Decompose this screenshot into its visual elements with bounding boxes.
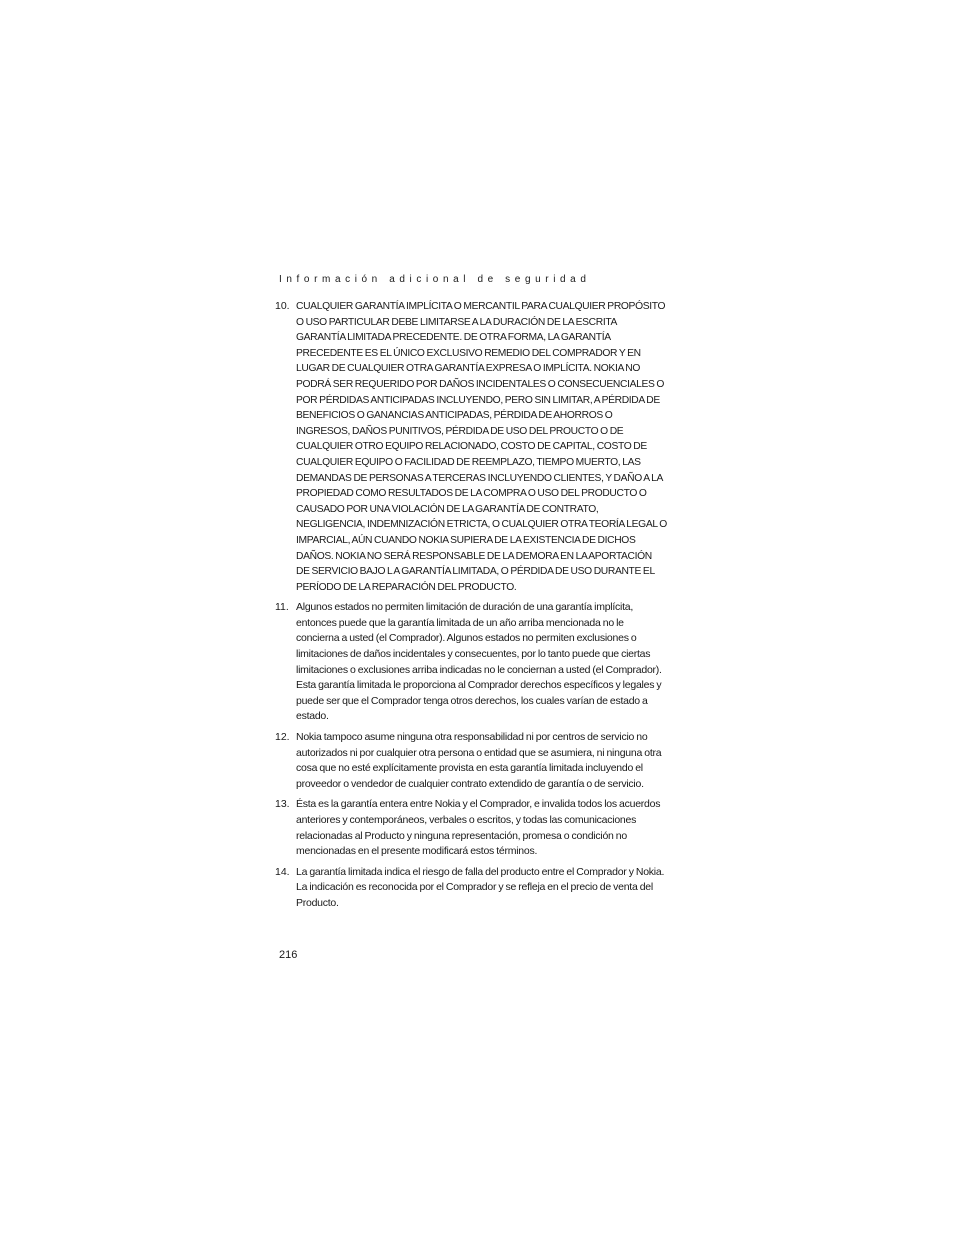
list-item: [275, 600, 667, 725]
item-text: Ésta es la garantía entera entre Nokia y el Comprador, e invalida todos los acuerdos anteriores y contemporáneos, verbales o escritos, y todas las comunicaciones relacionadas al Producto y ninguna representación, promesa o condición no mencionadas en el presente modificará estos términos.: [296, 798, 661, 858]
item-text: La garantía limitada indica el riesgo de falla del producto entre el Comprador y Nokia. La indicación es reconocida por el Comprador y se refleja en el precio de venta del Producto.: [296, 865, 665, 909]
list-item: [275, 797, 667, 859]
item-number: 14.: [275, 865, 290, 878]
item-text: Nokia tampoco asume ninguna otra responsabilidad ni por centros de servicio no autorizados ni por cualquier otra persona o entidad que se asumiera, ni ninguna otra cosa que no esté explícitamente provista en esta garantía limitada incluyendo el proveedor o vendedor de cualquier contrato extendido de garantía o de servicio.: [296, 731, 662, 790]
list-item: [275, 865, 667, 912]
running-header: Información adicional de seguridad: [279, 274, 591, 285]
item-text: Algunos estados no permiten limitación de duración de una garantía implícita, entonces puede que la garantía limitada de un año arriba mencionada no le concierna a usted (el Comprador). Algunos estados no permiten exclusiones o limitaciones de daños incidentales y consecuentes, por lo tanto puede que ciertas limitaciones o exclusiones arriba indicadas no le conciernan a usted (el Comprador). Esta garantía limitada le proporciona al Comprador derechos específicos y legales y puede ser que el Comprador tenga otros derechos, los cuales varían de estado a estado.: [296, 601, 662, 723]
item-text: CUALQUIER GARANTÍA IMPLÍCITA O MERCANTIL PARA CUALQUIER PROPÓSITO O USO PARTICULAR DEBE LIMITARSE A LA DURACIÓN DE LA ESCRITA GARANTÍA LIMITADA PRECEDENTE. DE OTRA FORMA, LA GARANTÍA PRECEDENTE ES EL ÚNICO EXCLUSIVO REMEDIO DEL COMPRADOR Y EN LUGAR DE CUALQUIER OTRA GARANTÍA EXPRESA O IMPLÍCITA. NOKIA NO PODRÁ SER REQUERIDO POR DAÑOS INCIDENTALES O CONSECUENCIALES O POR PÉRDIDAS ANTICIPADAS INCLUYENDO, PERO SIN LIMITAR, A PÉRDIDA DE BENEFICIOS O GANANCIAS ANTICIPADAS, PÉRDIDA DE AHORROS O INGRESOS, DAÑOS PUNITIVOS, PÉRDIDA DE USO DEL PROUCTO O DE CUALQUIER OTRO EQUIPO RELACIONADO, COSTO DE CAPITAL, COSTO DE CUALQUIER EQUIPO O FACILIDAD DE REEMPLAZO, TIEMPO MUERTO, LAS DEMANDAS DE PERSONAS A TERCERAS INCLUYENDO CLIENTES, Y DAÑO A LA PROPIEDAD COMO RESULTADOS DE LA COMPRA O USO DEL PRODUCTO O CAUSADO POR UNA VIOLACIÓN DE LA GARANTÍA DE CONTRATO, NEGLIGENCIA, INDEMNIZACIÓN ETRICTA, O CUALQUIER OTRA TEORÍA LEGAL O IMPARCIAL, AÚN CUANDO NOKIA SUPIERA DE LA EXISTENCIA DE DICHOS DAÑOS. NOKIA NO SERÁ RESPONSABLE DE LA DEMORA EN LA APORTACIÓN DE SERVICIO BAJO L A GARANTÍA LIMITADA, O PÉRDIDA DE USO DURANTE EL PERÍODO DE LA REPARACIÓN DEL PRODUCTO.: [296, 301, 667, 593]
item-number: 13.: [275, 798, 290, 811]
warranty-list: [275, 299, 667, 917]
list-item: [275, 730, 667, 792]
item-number: 10.: [275, 300, 290, 312]
page-number: 216: [279, 949, 298, 961]
item-number: 12.: [275, 731, 290, 744]
item-number: 11.: [275, 601, 289, 614]
list-item: [275, 299, 667, 595]
